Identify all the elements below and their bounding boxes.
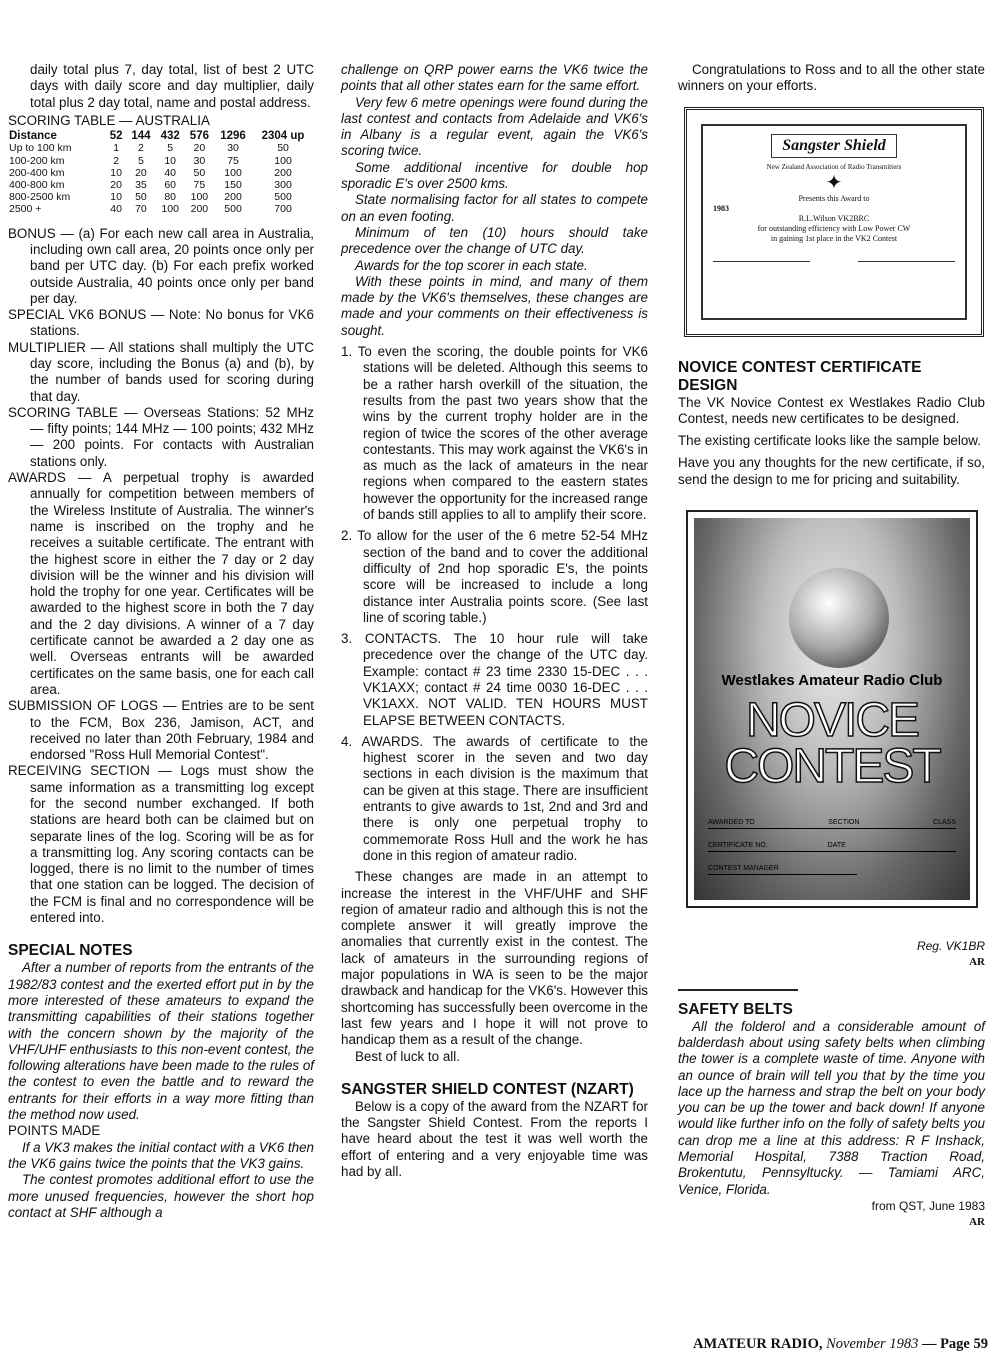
ar-mark: AR xyxy=(969,1216,985,1229)
novice-para-3: Have you any thoughts for the new certificate, if so, send the design to me for pricing and suitability. xyxy=(678,455,985,487)
table-cell: 100-200 km xyxy=(9,154,65,167)
italic-para: State normalising factor for all states to compete on an even footing. xyxy=(341,192,648,224)
table-cell: 20 xyxy=(110,179,122,191)
signature-reg: Reg. VK1BR xyxy=(916,939,985,954)
table-cell: 1 xyxy=(113,142,120,155)
table-cell: 5 xyxy=(138,154,144,167)
special-notes-text: After a number of reports from the entrants of the 1982/83 contest and the exerted effort put in by the more interested of these amateurs to expand the transmitting capabilities of their stations together with the concern shown by the majority of the VHF/UHF enthusiasts to this non-event contest, the following alterations have been made to the rules of the contest to even the battle and to reward the entrants for their efforts in a way more fitting than the method now used. xyxy=(8,960,314,1123)
table-cell: 10 xyxy=(164,154,176,167)
certificate-club: Westlakes Amateur Radio Club xyxy=(721,672,943,690)
table-cell: 200 xyxy=(190,203,209,216)
field-certificate-no: CERTIFICATE NO. xyxy=(708,842,768,850)
certificate-line-contest: CONTEST xyxy=(724,740,940,794)
issue-date: November 1983 xyxy=(826,1336,919,1352)
table-cell: 400-800 km xyxy=(9,179,65,191)
table-header-cell: 144 xyxy=(131,130,151,143)
italic-para: With these points in mind, and many of them made by the VK6's themselves, these changes are made and your comments on their effectiveness is sought. xyxy=(341,273,648,338)
table-cell: 35 xyxy=(135,179,147,191)
change-item: 3. CONTACTS. The 10 hour rule will take precedence over the change of the UTC day. Example: contact # 23 time 2330 15-DEC . . . VK1AXX; contact # 24 time 0030 16-DEC . . . VK1AXX. NOT VALID. TEN HOURS MUST ELAPSE BETWEEN CONTACTS. xyxy=(341,631,648,728)
certificate-image xyxy=(694,518,970,900)
table-header-cell: Distance xyxy=(9,130,57,143)
certificate-fields xyxy=(708,818,956,887)
table-row xyxy=(8,142,314,154)
points-made-heading: POINTS MADE xyxy=(8,1123,101,1139)
table-cell: 100 xyxy=(274,154,292,167)
table-cell: 200-400 km xyxy=(9,166,65,179)
overseas-scoring-rule: SCORING TABLE — Overseas Stations: 52 MHz — fifty points; 144 MHz — 100 points; 432 MHz — 200 points. For contacts with Australian stations only. xyxy=(8,404,314,469)
certificate-association: New Zealand Association of Radio Transmitters xyxy=(766,162,902,171)
table-cell: 40 xyxy=(110,203,122,216)
change-item: 2. To allow for the user of the 6 metre 52-54 MHz section of the band and to cover the additional difficulty of 2nd hop sporadic E's, the points score will be increased to include a long distance inter Australia points score. (See last line of scoring table.) xyxy=(341,528,648,625)
congrats-text: Congratulations to Ross and to all the other state winners on your efforts. xyxy=(678,62,985,94)
table-cell: 500 xyxy=(274,191,292,204)
italic-para: challenge on QRP power earns the VK6 twice the points that all other states earn for the same effort. xyxy=(341,62,648,94)
change-item: 4. AWARDS. The awards of certificate to the highest scorer in the seven and two day sections in each division is the maximum that can be given at this stage. There are insufficient entrants to give awards to 1st, 2nd and 3rd and there is only one perpetual trophy to commemorate Ross Hull and the work he has done in this region of amateur radio. xyxy=(341,733,648,863)
table-cell: 75 xyxy=(227,154,239,167)
section-divider xyxy=(678,989,798,991)
table-cell: 40 xyxy=(164,166,176,179)
italic-para: Very few 6 metre openings were found during the last contest and contacts from Adelaide and VK6's in Albany is a regular event, again the VK6's scoring twice. xyxy=(341,94,648,159)
table-cell: 30 xyxy=(193,154,206,167)
table-cell: 10 xyxy=(110,166,122,179)
table-cell: 100 xyxy=(224,166,242,179)
table-cell: Up to 100 km xyxy=(9,142,72,155)
table-row xyxy=(8,155,314,167)
table-cell: 20 xyxy=(193,142,206,155)
column-middle xyxy=(341,62,648,1180)
signature-line xyxy=(858,254,955,262)
change-item: 1. To even the scoring, the double points for VK6 stations will be deleted. Although this seems to be a rather harsh overkill of the situation, the results from the past two years show that the wins by the current trophy holder are in the region of twice the scores of the other average contestants. This may work against the VK6's in as much as the lack of amateurs in the near regions when compared to the eastern states however the opportunity for the increased range of bands still applies to all to amplify their score. xyxy=(341,344,648,523)
table-cell: 100 xyxy=(190,191,209,204)
awards-rule: AWARDS — A perpetual trophy is awarded annually for competition between members of the Wireless Institute of Australia. The winner's name is inscribed on the trophy and he receives a suitable certificate. The entrant with the highest score in either the 7 day or 2 day division will be the winner and his division will hold the trophy for one year. Certificates will be awarded to the highest score in both the 7 day and the 2 day divisions. A winner of a 7 day certificate cannot be awarded a 2 day one as well. Overseas entrants will be awarded certificates on the same basis, one for each call area. xyxy=(8,470,314,697)
safety-text: All the folderol and a considerable amount of balderdash about using safety belts when climbing the tower is a complete waste of time. Anyone with an ounce of brain will tell you that by the time you lace up the harness and strap the belt on your body you can be up the tower and back down! If anyone would like further info on the folly of safety belts you can drop me a line at this address: R F Inshack, Memorial Hospital, 7388 Traction Road, Brokentutu, Pennsyltucky. — Tamiami ARC, Venice, Florida. xyxy=(678,1018,985,1197)
italic-para: Minimum of ten (10) hours should take precedence over the change of UTC day. xyxy=(341,224,648,257)
certificate-title: Sangster Shield xyxy=(771,134,897,158)
source-credit: from QST, June 1983 xyxy=(871,1198,985,1213)
receiving-rule: RECEIVING SECTION — Logs must show the same information as a transmitting log except for the second number exchanged. If both stations are heard both can be claimed but on separate lines of the log. Scoring will be as for a transmitting log. Any scoring contacts can be logged, there is no limit to the number of times that one station can be logged. The decision of the FCM is final and no correspondence will be entered into. xyxy=(8,763,314,926)
table-cell: 75 xyxy=(193,179,206,191)
novice-contest-certificate xyxy=(686,510,978,908)
field-awarded-to: AWARDED TO xyxy=(708,819,755,827)
column-left xyxy=(8,62,314,1221)
special-bonus-rule: SPECIAL VK6 BONUS — Note: No bonus for VK6 stations. xyxy=(8,307,314,339)
italic-para: Some additional incentive for double hop sporadic E's over 2500 kms. xyxy=(341,159,648,192)
magazine-name: AMATEUR RADIO, xyxy=(693,1336,823,1352)
column-right xyxy=(678,62,985,1231)
certificate-year: 1983 xyxy=(713,203,729,213)
table-cell: 50 xyxy=(135,191,147,204)
globe-icon xyxy=(789,568,889,668)
table-cell: 50 xyxy=(277,142,289,155)
table-cell: 500 xyxy=(224,203,242,216)
table-row xyxy=(8,191,314,203)
field-date: DATE xyxy=(827,842,846,850)
table-row xyxy=(8,203,314,215)
table-cell: 50 xyxy=(193,166,206,179)
certificate-place: in gaining 1st place in the VK2 Contest xyxy=(770,233,898,243)
table-header-cell: 576 xyxy=(189,130,209,143)
page-number: — Page 59 xyxy=(921,1336,988,1352)
table-cell: 200 xyxy=(224,191,242,204)
table-cell: 80 xyxy=(164,191,176,204)
table-cell: 10 xyxy=(110,191,122,204)
page-footer xyxy=(693,1336,988,1353)
table-cell: 300 xyxy=(274,179,292,191)
table-cell: 5 xyxy=(167,142,174,155)
bonus-rule: BONUS — (a) For each new call area in Australia, including own call area, 20 points once only per band per UTC day. (b) For each prefix worked outside Australia, 40 points once only per band per day. xyxy=(8,225,314,306)
changes-list xyxy=(341,344,648,864)
novice-para-1: The VK Novice Contest ex Westlakes Radio Club Contest, needs new certificates to be designed. xyxy=(678,394,985,426)
scoring-table xyxy=(8,130,314,215)
table-cell: 30 xyxy=(227,142,239,155)
sangster-text: Below is a copy of the award from the NZART for the Sangster Shield Contest. From the reports I have heard about the test it was well worth the effort of entering and a very enjoyable time was had by all. xyxy=(341,1098,648,1179)
field-class: CLASS xyxy=(933,819,956,827)
closing-text: These changes are made in an attempt to increase the interest in the VHF/UHF and SHF region of amateur radio and although this is not the complete answer it will greatly improve the anomalies that currently exist in the contest. The lack of amateurs in the surrounding regions of major populations in WA is seen to be the major drawback and handicap for the VK6's. However this shortcoming has successfully been overcome in the last few years and I hope it will not prove to handicap them as a result of the change. xyxy=(341,869,648,1048)
novice-heading: NOVICE CONTEST CERTIFICATE DESIGN xyxy=(678,358,922,394)
certificate-signatures xyxy=(713,254,955,262)
table-cell: 60 xyxy=(164,179,176,191)
table-cell: 200 xyxy=(274,166,292,179)
points-made-para-2: The contest promotes additional effort to use the more unused frequencies, however the short hop contact at SHF although a xyxy=(8,1172,314,1220)
sangster-heading: SANGSTER SHIELD CONTEST (NZART) xyxy=(341,1080,634,1098)
special-notes-heading: SPECIAL NOTES xyxy=(8,942,133,960)
table-cell: 2500 + xyxy=(9,203,42,216)
italic-para: Awards for the top scorer in each state. xyxy=(355,257,588,273)
table-header-cell: 1296 xyxy=(220,130,246,143)
table-cell: 150 xyxy=(224,179,242,191)
best-of-luck: Best of luck to all. xyxy=(355,1048,460,1064)
table-header-cell: 432 xyxy=(160,130,180,143)
submission-rule: SUBMISSION OF LOGS — Entries are to be sent to the FCM, Box 236, Jamison, ACT, and received no later than 20th February, 1984 and endorsed "Ross Hull Memorial Contest". xyxy=(8,698,314,763)
scoring-table-heading: SCORING TABLE — AUSTRALIA xyxy=(8,112,210,128)
multiplier-rule: MULTIPLIER — All stations shall multiply the UTC day score, including the Bonus (a) and (b), by the number of bands used for scoring during that day. xyxy=(8,339,314,404)
signature-line xyxy=(713,254,810,262)
field-contest-manager: CONTEST MANAGER xyxy=(708,865,779,873)
certificate-line-novice: NOVICE xyxy=(745,694,919,748)
intro-text: daily total plus 7, day total, list of best 2 UTC days with daily score and day multiplier, daily total plus 2 day total, name and postal address. xyxy=(30,62,314,110)
certificate-recipient: R.L.Wilson VK2BRC xyxy=(798,213,870,223)
table-cell: 800-2500 km xyxy=(9,191,71,204)
table-row xyxy=(8,179,314,191)
certificate-reason: for outstanding efficiency with Low Power CW xyxy=(757,223,911,233)
sangster-shield-certificate xyxy=(684,107,984,337)
table-cell: 100 xyxy=(161,203,179,216)
safety-heading: SAFETY BELTS xyxy=(678,1000,793,1018)
italic-notes xyxy=(341,62,648,339)
field-section: SECTION xyxy=(828,819,860,827)
ar-mark: AR xyxy=(969,956,985,969)
table-cell: 70 xyxy=(135,203,147,216)
points-made-para-1: If a VK3 makes the initial contact with a VK6 then the VK6 gains twice the points that the VK3 gains. xyxy=(8,1139,314,1171)
table-header-cell: 52 xyxy=(109,130,123,143)
table-cell: 2 xyxy=(138,142,144,155)
table-row xyxy=(8,167,314,179)
nzart-logo-icon: ✦ xyxy=(825,171,843,194)
table-header-cell: 2304 up xyxy=(261,130,305,143)
table-cell: 2 xyxy=(113,154,120,167)
table-cell: 700 xyxy=(274,203,292,216)
certificate-presents: Presents this Award to xyxy=(798,193,870,203)
table-cell: 20 xyxy=(135,166,147,179)
novice-para-2: The existing certificate looks like the sample below. xyxy=(678,433,981,449)
